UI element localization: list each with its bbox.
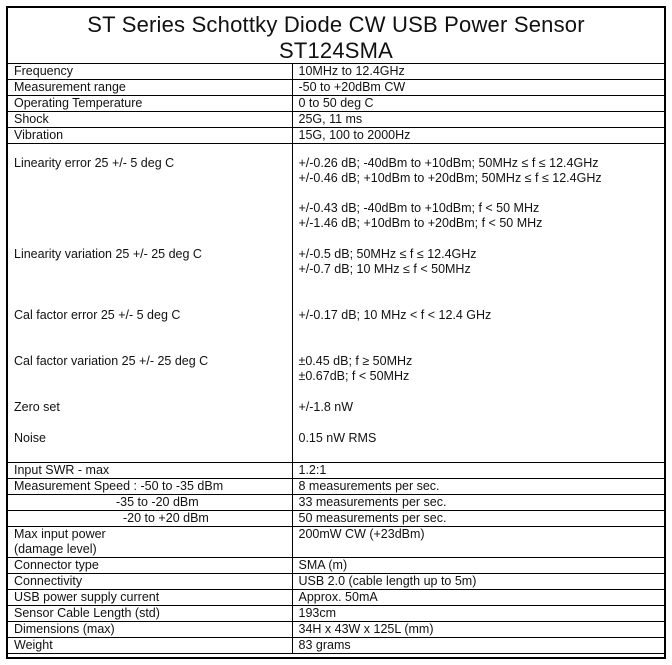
table-row bbox=[8, 606, 664, 622]
spec-label: Connector type bbox=[8, 558, 292, 574]
cal-variation-value: ±0.45 dB; f ≥ 50MHz bbox=[298, 354, 413, 368]
table-row bbox=[8, 64, 664, 80]
linearity-variation-label: Linearity variation 25 +/- 25 deg C bbox=[14, 247, 202, 261]
spec-value: 50 measurements per sec. bbox=[292, 511, 664, 527]
spec-label: Input SWR - max bbox=[8, 463, 292, 479]
spec-label: -20 to +20 dBm bbox=[8, 511, 292, 527]
spec-label: Measurement Speed : -50 to -35 dBm bbox=[8, 479, 292, 495]
spec-label: Measurement range bbox=[8, 80, 292, 96]
noise-value: 0.15 nW RMS bbox=[298, 431, 377, 445]
spec-value: 0 to 50 deg C bbox=[292, 96, 664, 112]
table-row bbox=[8, 495, 664, 511]
linearity-error-value: +/-0.26 dB; -40dBm to +10dBm; 50MHz ≤ f ≤ 12.4GHz bbox=[298, 156, 599, 170]
spec-label: Connectivity bbox=[8, 574, 292, 590]
linearity-variation-value: +/-0.5 dB; 50MHz ≤ f ≤ 12.4GHz bbox=[298, 247, 477, 261]
cal-variation-label: Cal factor variation 25 +/- 25 deg C bbox=[14, 354, 209, 368]
spec-table bbox=[8, 64, 664, 654]
spec-value: 83 grams bbox=[292, 638, 664, 654]
table-row bbox=[8, 622, 664, 638]
table-row bbox=[8, 527, 664, 558]
spec-title bbox=[8, 8, 664, 64]
linearity-error-value: +/-1.46 dB; +10dBm to +20dBm; f < 50 MHz bbox=[298, 216, 543, 230]
spec-value: 25G, 11 ms bbox=[292, 112, 664, 128]
linearity-error-value: +/-0.46 dB; +10dBm to +20dBm; 50MHz ≤ f ≤ 12.4GHz bbox=[298, 171, 602, 185]
noise-label: Noise bbox=[14, 431, 46, 445]
spec-value: 200mW CW (+23dBm) bbox=[292, 527, 664, 558]
spec-label: USB power supply current bbox=[8, 590, 292, 606]
spec-label: Sensor Cable Length (std) bbox=[8, 606, 292, 622]
spec-value: 10MHz to 12.4GHz bbox=[292, 64, 664, 80]
spec-value: SMA (m) bbox=[292, 558, 664, 574]
table-row bbox=[8, 574, 664, 590]
table-row bbox=[8, 463, 664, 479]
title-line-1: ST Series Schottky Diode CW USB Power Sensor bbox=[87, 12, 585, 37]
performance-labels bbox=[8, 144, 292, 463]
title-line-2: ST124SMA bbox=[278, 38, 394, 63]
table-row bbox=[8, 112, 664, 128]
table-row bbox=[8, 638, 664, 654]
spec-value: 1.2:1 bbox=[292, 463, 664, 479]
spec-value: 8 measurements per sec. bbox=[292, 479, 664, 495]
spec-label: Dimensions (max) bbox=[8, 622, 292, 638]
max-input-label-line1: Max input power bbox=[14, 527, 106, 541]
table-row bbox=[8, 80, 664, 96]
spec-label: -35 to -20 dBm bbox=[8, 495, 292, 511]
spec-label: Vibration bbox=[8, 128, 292, 144]
spec-value: 34H x 43W x 125L (mm) bbox=[292, 622, 664, 638]
spec-label: Frequency bbox=[8, 64, 292, 80]
table-row-performance bbox=[8, 144, 664, 463]
spec-label: Operating Temperature bbox=[8, 96, 292, 112]
table-row bbox=[8, 511, 664, 527]
spec-value: 33 measurements per sec. bbox=[292, 495, 664, 511]
table-row bbox=[8, 590, 664, 606]
table-row bbox=[8, 558, 664, 574]
spec-value: 193cm bbox=[292, 606, 664, 622]
cal-error-label: Cal factor error 25 +/- 5 deg C bbox=[14, 308, 181, 322]
spec-label bbox=[8, 527, 292, 558]
zero-set-label: Zero set bbox=[14, 400, 60, 414]
spec-label: Weight bbox=[8, 638, 292, 654]
spec-value: USB 2.0 (cable length up to 5m) bbox=[292, 574, 664, 590]
linearity-error-label: Linearity error 25 +/- 5 deg C bbox=[14, 156, 175, 170]
performance-values bbox=[292, 144, 664, 463]
spec-value: 15G, 100 to 2000Hz bbox=[292, 128, 664, 144]
table-row bbox=[8, 96, 664, 112]
max-input-label-line2: (damage level) bbox=[14, 542, 97, 556]
spec-value: Approx. 50mA bbox=[292, 590, 664, 606]
cal-variation-value: ±0.67dB; f < 50MHz bbox=[298, 369, 410, 383]
table-row bbox=[8, 479, 664, 495]
spec-sheet bbox=[6, 6, 666, 659]
linearity-variation-value: +/-0.7 dB; 10 MHz ≤ f < 50MHz bbox=[298, 262, 471, 276]
cal-error-value: +/-0.17 dB; 10 MHz < f < 12.4 GHz bbox=[298, 308, 492, 322]
zero-set-value: +/-1.8 nW bbox=[298, 400, 354, 414]
spec-label: Shock bbox=[8, 112, 292, 128]
linearity-error-value: +/-0.43 dB; -40dBm to +10dBm; f < 50 MHz bbox=[298, 201, 540, 215]
spec-value: -50 to +20dBm CW bbox=[292, 80, 664, 96]
table-row bbox=[8, 128, 664, 144]
